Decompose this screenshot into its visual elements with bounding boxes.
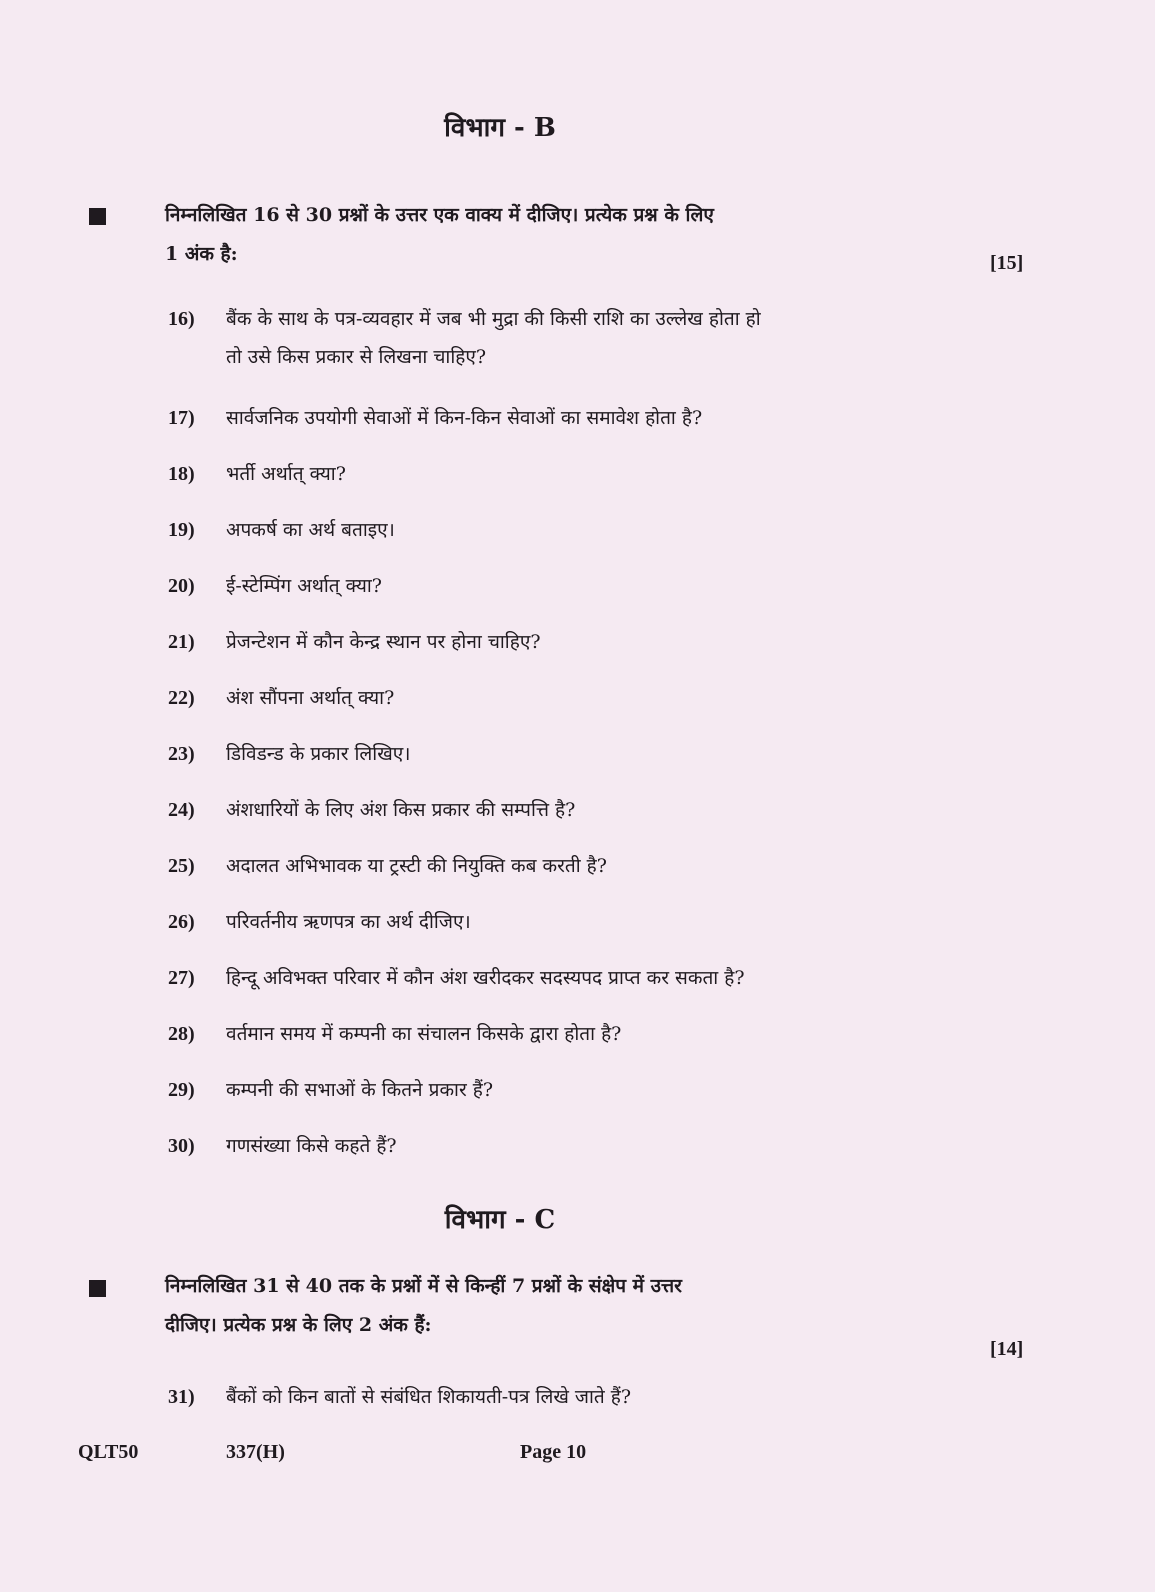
footer-paper: 337(H): [226, 1441, 285, 1463]
question-text: अंशधारियों के लिए अंश किस प्रकार की सम्पत्ति है?: [226, 799, 576, 821]
question-26: [168, 903, 928, 941]
question-29: [168, 1071, 928, 1109]
question-text: बैंक के साथ के पत्र-व्यवहार में जब भी मुद्रा की किसी राशि का उल्लेख होता हो: [226, 308, 761, 330]
question-text: ई-स्टेम्पिंग अर्थात् क्या?: [226, 575, 382, 597]
footer-code: QLT50: [78, 1441, 139, 1463]
question-number: 29): [168, 1079, 195, 1101]
question-31: [168, 1378, 928, 1416]
question-16: [168, 300, 928, 376]
section-c-instruction-line2: दीजिए। प्रत्येक प्रश्न के लिए 2 अंक हैं:: [165, 1314, 432, 1336]
question-number: 26): [168, 911, 195, 933]
question-text: कम्पनी की सभाओं के कितने प्रकार हैं?: [226, 1079, 494, 1101]
section-b-instruction: [165, 196, 925, 274]
question-text: बैंकों को किन बातों से संबंधित शिकायती-पत्र लिखे जाते हैं?: [226, 1386, 632, 1408]
question-number: 24): [168, 799, 195, 821]
question-text: हिन्दू अविभक्त परिवार में कौन अंश खरीदकर सदस्यपद प्राप्त कर सकता है?: [226, 967, 745, 989]
question-18: [168, 455, 928, 493]
question-number: 17): [168, 407, 195, 429]
question-19: [168, 511, 928, 549]
question-number: 28): [168, 1023, 195, 1045]
question-number: 31): [168, 1386, 195, 1408]
section-c-instruction: [165, 1267, 925, 1345]
question-text: अपकर्ष का अर्थ बताइए।: [226, 519, 395, 541]
section-b-bullet-icon: [89, 208, 106, 225]
section-c-marks: [14]: [990, 1338, 1024, 1360]
question-number: 18): [168, 463, 195, 485]
question-text: परिवर्तनीय ऋणपत्र का अर्थ दीजिए।: [226, 911, 471, 933]
section-b-instruction-line1: निम्नलिखित 16 से 30 प्रश्नों के उत्तर एक वाक्य में दीजिए। प्रत्येक प्रश्न के लिए: [165, 204, 714, 226]
section-b-marks: [15]: [990, 252, 1024, 274]
question-number: 19): [168, 519, 195, 541]
question-number: 23): [168, 743, 195, 765]
question-text: प्रेजन्टेशन में कौन केन्द्र स्थान पर होना चाहिए?: [226, 631, 541, 653]
question-text: वर्तमान समय में कम्पनी का संचालन किसके द्वारा होता है?: [226, 1023, 622, 1045]
footer-page-number: Page 10: [520, 1441, 587, 1463]
question-text: अंश सौंपना अर्थात् क्या?: [226, 687, 395, 709]
question-27: [168, 959, 928, 997]
question-25: [168, 847, 928, 885]
question-28: [168, 1015, 928, 1053]
section-b-instruction-line2: 1 अंक है:: [165, 243, 238, 265]
question-24: [168, 791, 928, 829]
question-number: 27): [168, 967, 195, 989]
question-23: [168, 735, 928, 773]
question-number: 16): [168, 308, 195, 330]
section-c-title: विभाग - C: [444, 1205, 556, 1235]
question-text: भर्ती अर्थात् क्या?: [226, 463, 346, 485]
section-b-title: विभाग - B: [444, 113, 556, 143]
question-text: डिविडन्ड के प्रकार लिखिए।: [226, 743, 411, 765]
question-text-continued: तो उसे किस प्रकार से लिखना चाहिए?: [226, 346, 487, 368]
question-20: [168, 567, 928, 605]
question-text: सार्वजनिक उपयोगी सेवाओं में किन-किन सेवाओं का समावेश होता है?: [226, 407, 703, 429]
question-text: गणसंख्या किसे कहते हैं?: [226, 1135, 397, 1157]
section-c-bullet-icon: [89, 1280, 106, 1297]
question-number: 30): [168, 1135, 195, 1157]
section-c-instruction-line1: निम्नलिखित 31 से 40 तक के प्रश्नों में से किन्हीं 7 प्रश्नों के संक्षेप में उत्तर: [165, 1275, 682, 1297]
question-22: [168, 679, 928, 717]
question-30: [168, 1127, 928, 1165]
question-number: 21): [168, 631, 195, 653]
question-21: [168, 623, 928, 661]
question-number: 25): [168, 855, 195, 877]
question-text: अदालत अभिभावक या ट्रस्टी की नियुक्ति कब करती है?: [226, 855, 607, 877]
question-number: 20): [168, 575, 195, 597]
question-17: [168, 399, 928, 437]
question-number: 22): [168, 687, 195, 709]
